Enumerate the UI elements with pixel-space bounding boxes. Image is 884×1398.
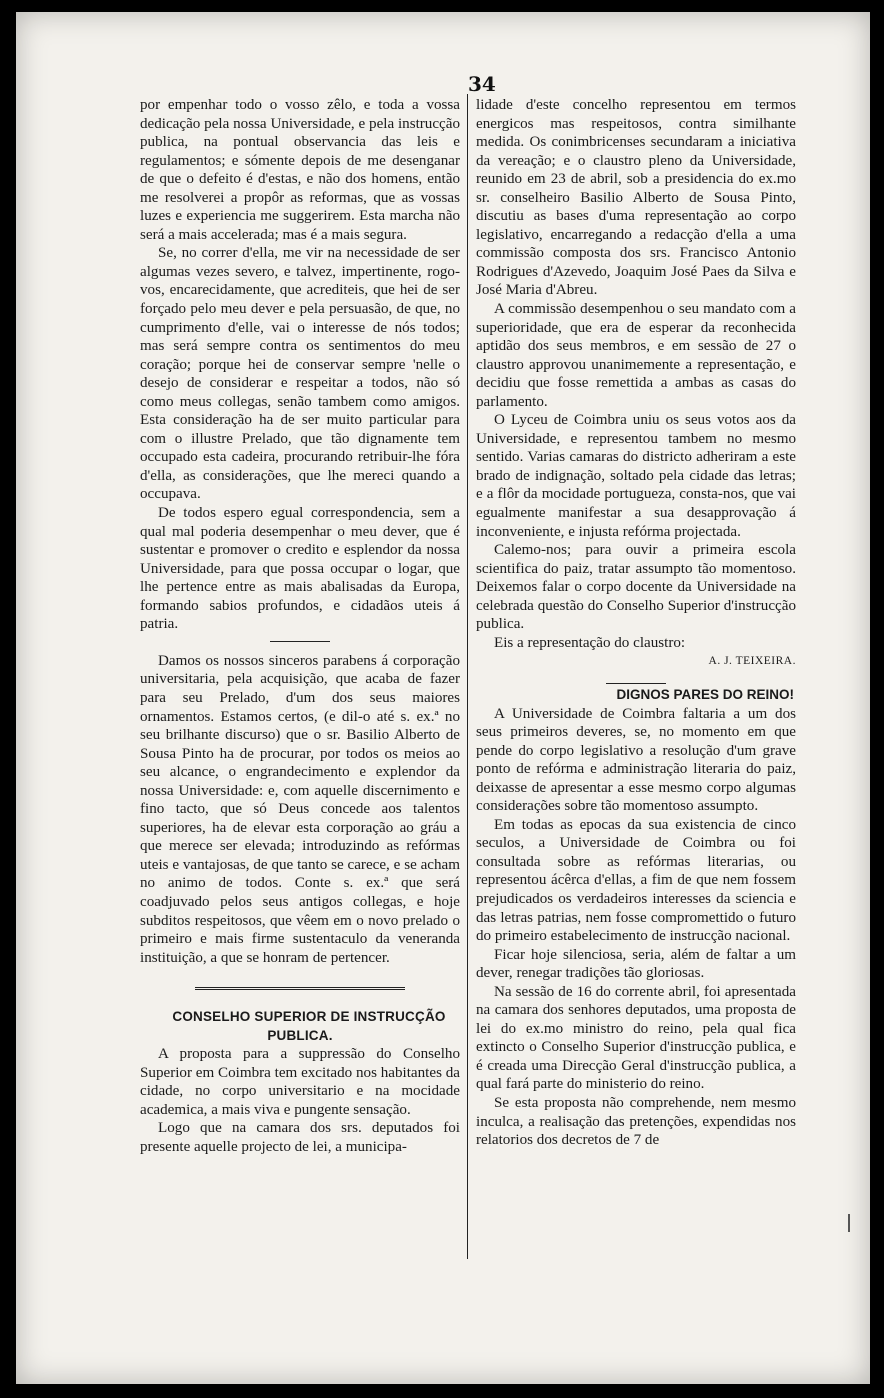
section-heading: DIGNOS PARES DO REINO! <box>616 686 794 702</box>
paragraph: Ficar hoje silenciosa, seria, além de faltar a um dever, renegar tradições tão gloriosas. <box>476 946 796 982</box>
paragraph: Calemo-nos; para ouvir a primeira escola scientifica do paiz, tratar assumpto tão momentoso. Deixemos falar o corpo docente da Universidade na celebrada questão do Conselho Superior d'instrucção publica. <box>476 542 796 633</box>
page-number: 34 <box>468 72 496 96</box>
column-divider <box>467 94 468 1259</box>
paragraph: Se esta proposta não comprehende, nem mesmo inculca, a realisação das pretenções, expendidas nos relatorios dos decretos de 7 de <box>476 1094 796 1149</box>
section-divider <box>195 987 405 990</box>
section-heading: CONSELHO SUPERIOR DE INSTRUCÇÃO PUBLICA. <box>172 1009 446 1043</box>
margin-mark <box>848 1214 850 1232</box>
paragraph: A Universidade de Coimbra faltaria a um dos seus primeiros deveres, se, no momento em que pende do corpo legislativo a resolução d'um grave ponto de refórma e administração literaria do paiz, deixasse de apresentar a esse mesmo corpo algumas considerações sobre tão momentoso assumpto. <box>476 705 796 815</box>
short-divider <box>606 683 666 684</box>
paragraph: Em todas as epocas da sua existencia de cinco seculos, a Universidade de Coimbra ou foi consultada sobre as refórmas literarias, ou representou ácêrca d'ellas, a fim de que nem fossem prejudicados os verdadeiros interesses da sciencia e das letras patrias, nem fosse compromettido o futuro do primeiro estabelecimento de instrucção nacional. <box>476 816 796 945</box>
paragraph: Eis a representação do claustro: <box>494 634 686 651</box>
paragraph: Logo que na camara dos srs. deputados foi presente aquelle projecto de lei, a municipa- <box>140 1120 460 1155</box>
paragraph: Na sessão de 16 do corrente abril, foi apresentada na camara dos senhores deputados, uma proposta de lei do ex.mo ministro do reino, pela qual fica extincto o Conselho Superior d'instrucção publica, e é creada uma Direcção Geral d'instrucção publica, a qual fará parte do ministerio do reino. <box>476 983 796 1093</box>
left-column <box>140 96 460 1157</box>
paragraph: por empenhar todo o vosso zêlo, e toda a vossa dedicação pela nossa Universidade, e pela instrucção publica, na pontual observancia das leis e regulamentos; e sómente depois de me desenganar de que o defeito é d'estas, e não dos homens, então me resolverei a propôr as reformas, que as vossas luzes e experiencia me suggerirem. Esta marcha não será a mais accelerada; mas é a mais segura. <box>140 97 460 243</box>
right-column <box>476 96 796 1150</box>
paragraph: Se, no correr d'ella, me vir na necessidade de ser algumas vezes severo, e talvez, impertinente, rogo-vos, encarecidamente, que acrediteis, que hei de ser forçado pelo meu dever e pela persuasão, de que, no cumprimento d'elle, vai o interesse de nós todos; mas será sempre contra os sentimentos do meu coração; porque hei de conservar sempre 'nelle o desejo de considerar e respeitar a todos, não só como meus collegas, senão tambem como amigos. Esta consideração ha de ser muito particular para com o illustre Prelado, que tão dignamente tem occupado esta cadeira, procurando retribuir-lhe fóra d'ella, as considerações, que lhe mereci quando a occupava. <box>140 245 460 503</box>
paragraph: A proposta para a suppressão do Conselho Superior em Coimbra tem excitado nos habitantes da cidade, no corpo universitario e na mocidade academica, a mais viva e pungente sensação. <box>140 1046 460 1118</box>
author-signature: A. J. TEIXEIRA. <box>708 655 796 668</box>
paragraph: De todos espero egual correspondencia, sem a qual mal poderia desempenhar o meu dever, que é sustentar e promover o credito e esplendor da nossa Universidade, para que possa occupar o logar, que lhe pertence entre as mais abalisadas da Europa, formando sabios profundos, e cidadãos uteis á patria. <box>140 505 460 633</box>
paragraph: A commissão desempenhou o seu mandato com a superioridade, que era de esperar da reconhecida aptidão dos seus membros, e em sessão de 27 o claustro approvou unanimemente a representação, e decidiu que fosse remettida a ambas as casas do parlamento. <box>476 301 796 410</box>
paragraph: lidade d'este concelho representou em termos energicos mas respeitosos, contra similhante medida. Os conimbricenses secundaram a iniciativa da vereação; e o claustro pleno da Universidade, reunido em 23 de abril, sob a presidencia do ex.mo sr. conselheiro Basilio Alberto de Sousa Pinto, discutiu as bases d'uma representação ao corpo legislativo, encarregando a redacção d'ella a uma commissão composta dos srs. Francisco Antonio Rodrigues d'Azevedo, Joaquim José Paes da Silva e José Maria d'Abreu. <box>476 97 796 299</box>
short-divider <box>270 641 330 642</box>
paragraph: Damos os nossos sinceros parabens á corporação universitaria, pela acquisição, que acaba de fazer para seu Prelado, d'um dos seus maiores ornamentos. Estamos certos, (e dil-o até s. ex.ª no seu brilhante discurso) que o sr. Basilio Alberto de Sousa Pinto ha de procurar, por todos os meios ao seu alcance, o engrandecimento e explendor da nossa Universidade: e, com aquelle discernimento e fino tacto, que só Deus concede aos talentos superiores, ha de elevar esta corporação ao gráu a que merece ser elevada; introduzindo as refórmas uteis e vantajosas, de que tanto se carece, e se acham no animo de todos. Conte s. ex.ª que será coadjuvado pelos seus antigos collegas, e hoje subditos respeitosos, que vêem em o novo prelado o primeiro e mais firme sustentaculo da veneranda instituição, a que se honram de pertencer. <box>140 652 460 966</box>
paragraph: O Lyceu de Coimbra uniu os seus votos aos da Universidade, e representou tambem no mesmo sentido. Varias camaras do districto adheriram a este brado de indignação, soltado pela cidade das letras; e a flôr da mocidade portugueza, consta-nos, que vai egualmente manifestar a sua desapprovação á inconveniente, e injusta refórma projectada. <box>476 412 796 540</box>
